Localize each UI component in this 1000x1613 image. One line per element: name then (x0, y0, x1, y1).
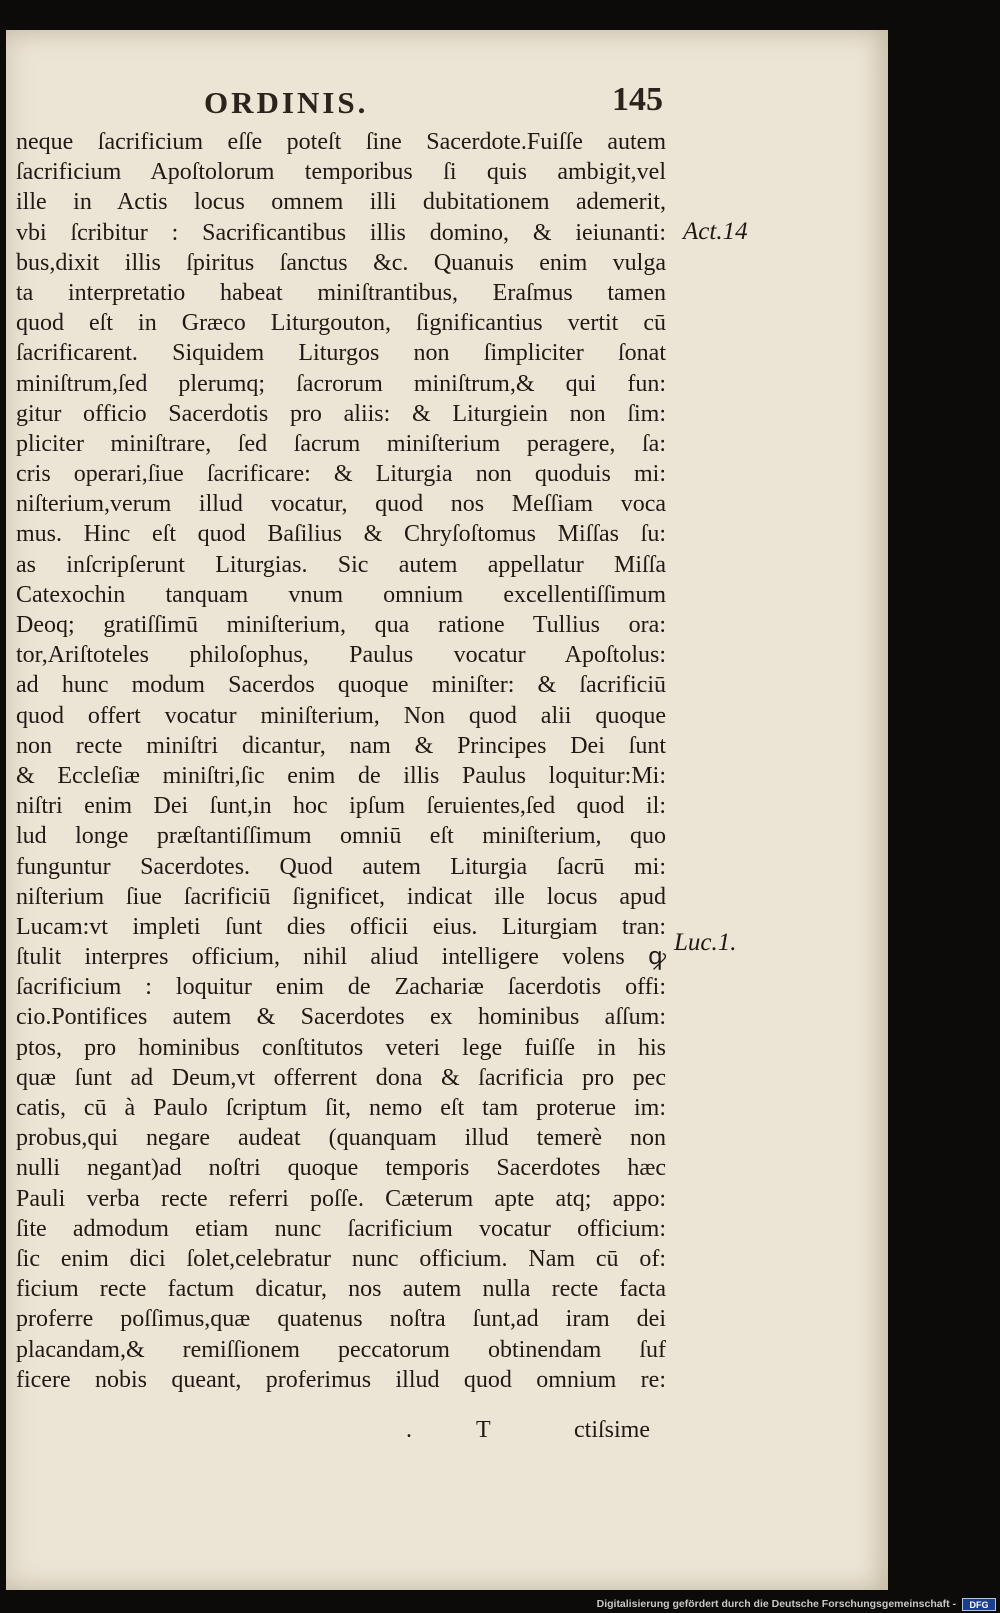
text-line-13: niſterium,verum illud vocatur, quod nos Meſſiam voca (16, 491, 666, 518)
text-line-24: lud longe præſtantiſſimum omniū eſt miniſterium, quo (16, 823, 666, 850)
text-line-7: quod eſt in Græco Liturgouton, ſignificantius vertit cū (16, 310, 666, 337)
text-line-31: ptos, pro hominibus conſtitutos veteri lege fuiſſe in his (16, 1034, 666, 1061)
text-line-39: ficium recte factum dicatur, nos autem nulla recte facta (16, 1276, 666, 1303)
text-line-16: Catexochin tanquam vnum omnium excellentiſſimum (16, 581, 666, 608)
text-line-28: ſtulit interpres officium, nihil aliud intelligere volens ꝙ (16, 944, 666, 971)
page-number: 145 (612, 81, 663, 118)
text-line-15: as inſcripſerunt Liturgias. Sic autem appellatur Miſſa (16, 551, 666, 578)
text-line-4: vbi ſcribitur : Sacrificantibus illis domino, & ieiunanti: (16, 219, 666, 246)
book-page (6, 30, 888, 1590)
text-line-14: mus. Hinc eſt quod Baſilius & Chryſoſtomus Miſſas ſu: (16, 521, 666, 548)
text-line-12: cris operari,ſiue ſacrificare: & Liturgia non quoduis mi: (16, 461, 666, 488)
text-line-18: tor,Ariſtoteles philoſophus, Paulus vocatur Apoſtolus: (16, 642, 666, 669)
text-line-26: niſterium ſiue ſacrificiū ſignificet, indicat ille locus apud (16, 883, 666, 910)
text-line-20: quod offert vocatur miniſterium, Non quod alii quoque (16, 702, 666, 729)
text-line-11: pliciter miniſtrare, ſed ſacrum miniſterium peragere, ſa: (16, 430, 666, 457)
digitization-credit: Digitalisierung gefördert durch die Deutsche Forschungsgemeinschaft - (596, 1598, 956, 1610)
text-line-10: gitur officio Sacerdotis pro aliis: & Liturgiein non ſim: (16, 400, 666, 427)
text-line-30: cio.Pontifices autem & Sacerdotes ex hominibus aſſum: (16, 1004, 666, 1031)
text-line-29: ſacrificium : loquitur enim de Zachariæ ſacerdotis offi: (16, 974, 666, 1001)
text-line-3: ille in Actis locus omnem illi dubitationem ademerit, (16, 189, 666, 216)
text-line-22: & Eccleſiæ miniſtri,ſic enim de illis Paulus loquitur:Mi: (16, 762, 666, 789)
text-line-36: Pauli verba recte referri poſſe. Cæterum apte atq; appo: (16, 1185, 666, 1212)
text-line-33: catis, cū à Paulo ſcriptum ſit, nemo eſt tam proterue im: (16, 1095, 666, 1121)
catchword: ctiſsime (574, 1417, 650, 1443)
text-line-17: Deoq; gratiſſimū miniſterium, qua ratione Tullius ora: (16, 612, 666, 638)
text-line-2: ſacrificium Apoſtolorum temporibus ſi quis ambigit,vel (16, 159, 666, 186)
dot-mark: . (406, 1417, 412, 1443)
text-line-21: non recte miniſtri dicantur, nam & Principes Dei ſunt (16, 732, 666, 759)
margin-note-luke: Luc.1. (674, 929, 737, 956)
text-line-32: quæ ſunt ad Deum,vt offerrent dona & ſacrificia pro pec (16, 1064, 666, 1091)
text-line-38: ſic enim dici ſolet,celebratur nunc officium. Nam cū of: (16, 1245, 666, 1272)
text-line-9: miniſtrum,ſed plerumq; ſacrorum miniſtrum,& qui fun: (16, 370, 666, 397)
text-line-41: placandam,& remiſſionem peccatorum obtinendam ſuf (16, 1336, 666, 1363)
text-line-25: funguntur Sacerdotes. Quod autem Liturgia ſacrū mi: (16, 853, 666, 880)
running-head (6, 81, 888, 125)
catchword-line (6, 1417, 888, 1449)
text-line-1: neque ſacrificium eſſe poteſt ſine Sacerdote.Fuiſſe autem (16, 129, 666, 155)
text-line-34: probus,qui negare audeat (quanquam illud temerè non (16, 1125, 666, 1152)
text-line-6: ta interpretatio habeat miniſtrantibus, Eraſmus tamen (16, 279, 666, 306)
text-line-35: nulli negant)ad noſtri quoque temporis Sacerdotes hæc (16, 1155, 666, 1182)
signature-mark: T (476, 1417, 491, 1443)
dfg-logo: DFG (962, 1598, 996, 1611)
text-line-40: proferre poſſimus,quæ quatenus noſtra ſunt,ad iram dei (16, 1306, 666, 1333)
text-line-27: Lucam:vt impleti ſunt dies officii eius. Liturgiam tran: (16, 913, 666, 940)
running-title: ORDINIS. (204, 85, 369, 120)
text-line-42: ficere nobis queant, proferimus illud quod omnium re: (16, 1366, 666, 1393)
margin-note-acts: Act.14 (683, 218, 748, 245)
body-text (16, 127, 666, 1395)
text-line-23: niſtri enim Dei ſunt,in hoc ipſum ſeruientes,ſed quod il: (16, 793, 666, 820)
text-line-8: ſacrificarent. Siquidem Liturgos non ſimpliciter ſonat (16, 340, 666, 367)
text-line-19: ad hunc modum Sacerdos quoque miniſter: & ſacrificiū (16, 672, 666, 699)
text-line-5: bus,dixit illis ſpiritus ſanctus &c. Quanuis enim vulga (16, 249, 666, 276)
text-line-37: ſite admodum etiam nunc ſacrificium vocatur officium: (16, 1215, 666, 1242)
